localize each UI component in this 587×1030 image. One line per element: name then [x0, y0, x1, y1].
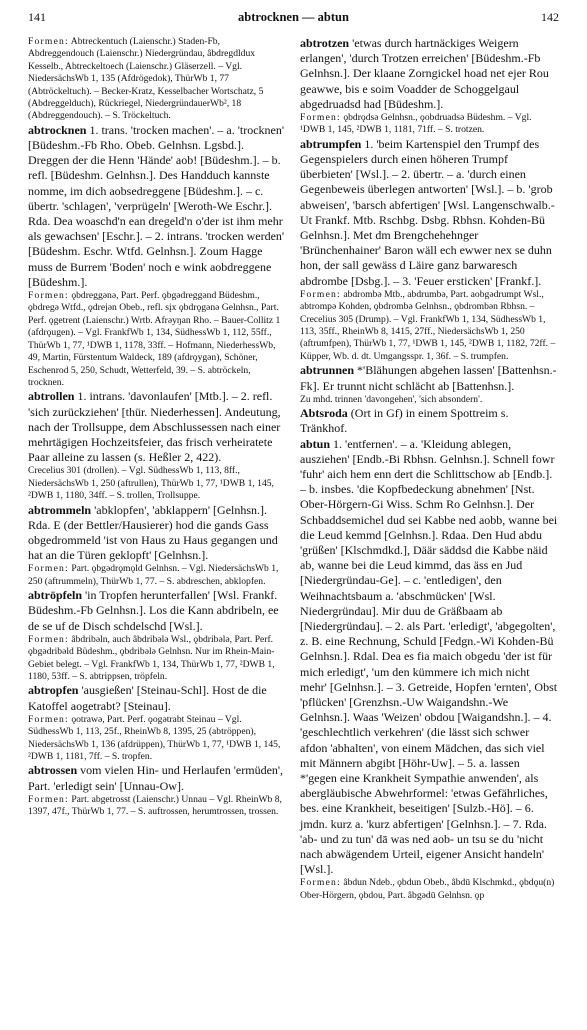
entry-headword: abtropfen	[28, 683, 79, 698]
forms-label: Formen:	[300, 877, 341, 889]
forms-block	[28, 794, 286, 819]
forms-label: Formen:	[300, 288, 341, 300]
dictionary-entry	[300, 406, 558, 436]
forms-text: âbdun Ndeb., ǫbdun Obeb., âbdū Klschmkd., ǫbdǫu(n) Ober-Hörgern, ǫbdou, Part. âbgədū Gelnhsn. ǫp	[300, 877, 555, 901]
dictionary-entry	[300, 363, 558, 393]
forms-block	[300, 289, 558, 363]
reference-note: Crecelius 301 (drollen). – Vgl. SüdhessWb 1, 113, 8ff., NiedersächsWb 1, 250 (aftrullen), ThürWb 1, 77, ¹DWB 1, 145, ²DWB 1, 1180, 34ff. – S. trollen, Trollsuppe.	[28, 465, 274, 502]
forms-block	[28, 36, 286, 123]
left-column	[28, 36, 286, 902]
forms-text: ǫbdreggənə, Part. Perf. ǫbgədreggənd Büdeshm., ǫbdregə Wtfd., ǫdrejən Obeb., refl. sįx ǫbdrǫgənə Gelnhsn., Part. Perf. ǫgetrent (Laienschr.) Wrtb. Afrəyŋan Rho. – Bauer-Collitz 1 (afdrǫugen). – Vgl. FrankfWb 1, 134, SüdhessWb 1, 112, 55ff., ThürWb 1, 77, ¹DWB 1, 1178, 33ff. – Hofmann, NiederhessWb, 49, Martin, Fürstentum Waldeck, 189 (afdrǫygən), Schöner, Eschenrod 5, 250, Schudt, Wetterfeld, 39. – S. abtröckeln, trocknen.	[28, 290, 281, 388]
running-title: abtrocknen — abtun	[238, 10, 349, 24]
forms-text: Part. abgetrosst (Laienschr.) Unnau – Vgl. RheinWb 8, 1397, 47f., ThürWb 1, 77. – S. auftrossen, herumtrossen, trossen.	[28, 793, 282, 818]
entry-definition: 'etwas durch hartnäckiges Weigern erlangen', 'durch Trotzen erreichen' [Büdeshm.-Fb Gelnhsn.]. Der klaane Zorngickel hoad net ejer Rou geawwe, bis e soim Voadder de Schoggelgaul abgedruadsd had [Büdeshm.].	[300, 36, 549, 111]
entry-headword: abtröpfeln	[28, 588, 82, 603]
dictionary-entry	[28, 588, 286, 634]
entry-definition: 1. 'entfernen'. – a. 'Kleidung ablegen, ausziehen' [Endb.-Bi Rbhsn. Gelnhsn.]. Schnell fowr 'fuhr' aich hem enn dert die Schlittschow ab [Endb.]. – b. insbes. 'die Kopfbedeckung abnehmen' [Nst. Ober-Hörgern-Gi Wiss. Schm Ro Gelnhsn.]. Der Schbaddsemichel dud sei Kabbe ned aobb, wanne bei die Leud kemmd [Gelnhsn.]. Rdaa. Den Hud abdu 'grüßen' [Klschmdkd.], Däär säddsd die Kabbe näid ab, wanne bei die Leud kimmd, das äss en Jud [Niedergründau-Ge]. – c. 'entledigen', den Weihnachtsbaum a. 'abschmücken' [Wsl. Niedergründau]. Mir duu de Gräßbaam ab [Niedergründau]. – 2. als Part. 'erledigt', 'abgegolten', z. B. eine Rechnung, Schuld [Fedgn.-Wi Kohden-Bü Gelnhsn.]. Rdal. Dea es fia maich obgedu 'der ist für mich erledigt', 'um den kümmere ich mich nicht mehr' [Gelnhsn.]. – 3. Getreide, Hopfen 'ernten', Obst 'pflücken' [Grenzhsn.-Uw Waigandshn.-We Gelnhsn.]. Waas 'Weizen' obdou [Waigandshn.]. – 4. 'geschlechtlich verkehren' (die lässt sich schwer afdon 'abhalten', von einem Mädchen, das sich viel mit Männern abgibt [Höhr-Uw]. – 5. a. lassen *'gegen eine Krankheit Sympathie anwenden', als abergläubische Abwehrformel: 'etwas Gefährliches, bes. eine Krankheit, beseitigen' [Sulzb.-Hö]. – 6. jmdn. kurz a. 'kurz abfertigen' [Gelnhsn.]. – 7. Rda. 'ab- und zu tun' dā was ned aob- un tsu se du 'nicht nach abwägendem Urteil, eigener Ansicht handeln' [Wsl.].	[300, 436, 558, 877]
entry-definition: 'abklopfen', 'abklappern' [Gelnhsn.]. Rda. E (der Bettler/Hausierer) hod die gands Gass obgedrommeld 'ist von Haus zu Haus gegangen und hat an die Türen geklopft' [Gelnhsn.].	[28, 502, 278, 563]
entry-definition: 1. 'beim Kartenspiel den Trumpf des Gegenspielers durch einen höheren Trumpf überbieten' [Wsl.]. – 2. übertr. – a. 'durch einen Gegenbeweis überlegen antworten' [Wsl.]. – b. 'grob abweisen', 'barsch abfertigen' [Wsl. Langenschwalb.-Ut Frankf. Mtb. Rschbg. Dsbg. Rbhsn. Kohden-Bü Gelnhsn.]. Met dm Brengchehehnger 'Brünchenhainer' Baron wäll ech ewwer nex se duhn hon, der sall gewäss d Läire ganz barwaresch abdrombe [Dsbg.]. – 3. 'Feuer ersticken' [Frankf.].	[300, 136, 555, 288]
entry-headword: Abtsroda	[300, 406, 348, 421]
forms-label: Formen:	[28, 36, 69, 47]
dictionary-entry	[28, 389, 286, 465]
forms-text: âbdribəln, auch âbdribələ Wsl., ǫbdribələ, Part. Perf. ǫbgədribəld Büdeshm., ǫbdribələ Gelnhsn. Nur im Rhein-Main-Gebiet belegt. – Vgl. FrankfWb 1, 134, ThürWb 1, 77, ²DWB 1, 1180, 53ff. – S. abtrippsen, tröpfeln.	[28, 633, 275, 683]
forms-label: Formen:	[28, 793, 69, 805]
entry-headword: abtrumpfen	[300, 136, 362, 151]
entry-definition: vom vielen Hin- und Herlaufen 'ermüden', Part. 'erledigt sein' [Unnau-Ow].	[28, 763, 284, 793]
dictionary-entry	[28, 683, 286, 713]
entry-headword: abtrotzen	[300, 36, 350, 50]
entry-definition: 'ausgießen' [Steinau-Schl]. Host de die Katoffel aogetrabt? [Steinau].	[28, 683, 267, 713]
entry-headword: abtrollen	[28, 389, 75, 404]
forms-label: Formen:	[28, 290, 69, 302]
forms-text: ǫotrawə, Part. Perf. ǫogətrabt Steinau – Vgl. SüdhessWb 1, 113, 25f., RheinWb 8, 1395, 25 (abtröppen), NiedersächsWb 1, 136 (afdrüppen), ThürWb 1, 77, ¹DWB 1, 145, ²DWB 1, 1181, 7ff. – S. tropfen.	[28, 713, 281, 763]
text-columns	[28, 36, 559, 902]
entry-definition: 1. trans. 'trocken machen'. – a. 'trocknen' [Büdeshm.-Fb Rho. Obeb. Gelnhsn. Lgsbd.]. Dreggen der die Henn 'Hände' aob! [Büdeshm.]. – b. refl. [Büdeshm. Gelnhsn.]. Des Handduch kannste nomme, im dich aobsedreggene [Büdeshm.]. – c. übertr. 'schlagen', 'verprügeln' [Weroth-We Eschr.]. Rda. Dea woaschd'n ean dregeld'n o'der ist ihm mehr als gewachsen' [Eschr.]. – 2. intrans. 'trocken werden' [Büdeshm. Eschr. Wtfd. Gelnhsn.]. Zoum Hagge muss de Burrem 'Boden' noch e wink aobdreggene [Büdeshm.].	[28, 122, 285, 289]
forms-label: Formen:	[28, 563, 69, 575]
dictionary-entry	[28, 503, 286, 564]
page-header	[28, 10, 559, 30]
left-page-number: 141	[28, 10, 46, 24]
entry-headword: abtrocknen	[28, 122, 87, 137]
forms-label: Formen:	[300, 112, 341, 124]
forms-block	[28, 634, 286, 684]
forms-block	[28, 714, 286, 764]
reference-note: Zu mhd. trinnen 'davongehen', 'sich absondern'.	[300, 393, 483, 405]
forms-text: Part. ǫbgədrǫmǫld Gelnhsn. – Vgl. NiedersächsWb 1, 250 (aftrummeln), ThürWb 1, 77. – S. abdreschen, abklopfen.	[28, 563, 279, 587]
dictionary-entry	[300, 36, 558, 112]
forms-text: ǫbdrǫdsə Gelnhsn., ǫobdruadsə Büdeshm. – Vgl. ¹DWB 1, 145, ²DWB 1, 1181, 71ff. – S. trotzen.	[300, 112, 532, 136]
forms-label: Formen:	[28, 633, 69, 645]
entry-definition: (Ort in Gf) in einem Spottreim s. Tränkhof.	[300, 406, 509, 436]
entry-definition: 'in Tropfen herunterfallen' [Wsl. Frankf. Büdeshm.-Fb Gelnhsn.]. Los die Kann abdribeln, ee de se uf de Disch schdelschd [Wsl.].	[28, 588, 279, 633]
forms-block	[28, 563, 286, 588]
dictionary-entry	[300, 137, 558, 289]
right-column	[300, 36, 558, 902]
entry-headword: abtrunnen	[300, 363, 355, 378]
dictionary-entry	[28, 763, 286, 793]
forms-text: Abtreckentuch (Laienschr.) Staden-Fb, Abdreggendouch (Laienschr.) Niedergründau, âbdregdldux Kesselb., Abtreckeltoech (Laienschr.) Gläserzell. – Vgl. NiedersächsWb 1, 135 (Afdrögedok), ThürWb 1, 77 (Abtröckeltuch). – Becker-Kratz, Kesselbacher Wortschatz, 5 (Abdreggelduch), Rückriegel, NiedergründauerWb², 18 (Abdreggendouch). – S. Tröckeltuch.	[28, 36, 264, 122]
entry-headword: abtun	[300, 436, 331, 451]
right-page-number: 142	[540, 10, 559, 24]
dictionary-entry	[28, 123, 286, 290]
entry-headword: abtrommeln	[28, 502, 92, 517]
entry-headword: abtrossen	[28, 763, 78, 778]
forms-block	[300, 112, 558, 137]
entry-definition: *'Blähungen abgehen lassen' [Battenhsn.-Fk]. Er trunnt nicht schlächt ab [Battenhsn.].	[300, 363, 557, 393]
forms-text: abdrombə Mtb., abdrumbə, Part. aobgədrumpt Wsl., abtrompə Kohden, ǫbdrombə Gelnhsn., ǫbdrombən Rbhsn. – Crecelius 305 (Drump). – Vgl. FrankfWb 1, 134, SüdhessWb 1, 113, 35ff., RheinWb 8, 1415, 27ff., NiedersächsWb 1, 250 (aftrumfpen), ThürWb 1, 77, ¹DWB 1, 145, ²DWB 1, 1182, 72ff. – Küpper, Wb. d. dt. Umgangsspr. 1, 36f. – S. trumpfen.	[300, 288, 556, 362]
forms-block	[28, 290, 286, 389]
forms-label: Formen:	[28, 713, 69, 725]
dictionary-entry	[300, 437, 558, 878]
entry-definition: 1. intrans. 'davonlaufen' [Mtb.]. – 2. refl. 'sich zurückziehen' [thür. Niederhessen]. Andeutung, nach der Trollsuppe, dem Abschlussessen nach einer mehrtägigen Hochzeitsfeier, das frisch verheiratete Paar alleine zu lassen (s. Heßler 2, 422).	[28, 389, 281, 465]
forms-block	[300, 877, 558, 902]
